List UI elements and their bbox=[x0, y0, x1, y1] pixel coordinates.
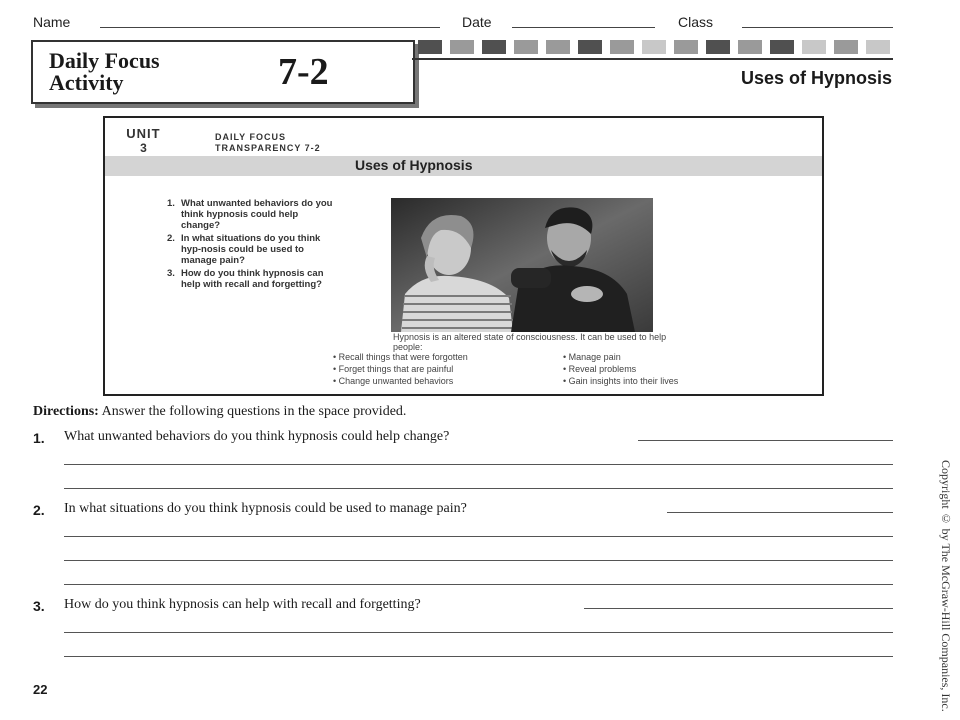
bullet-text: Forget things that are painful bbox=[338, 364, 454, 374]
date-label: Date bbox=[462, 14, 492, 30]
list-item: • Gain insights into their lives bbox=[563, 376, 679, 386]
answer-line[interactable] bbox=[584, 608, 893, 609]
transparency-label-line2: TRANSPARENCY 7-2 bbox=[215, 143, 321, 153]
question-text: How do you think hypnosis can help with recall and forgetting? bbox=[181, 268, 324, 290]
question-number: 2. bbox=[33, 502, 45, 518]
transparency-label bbox=[215, 132, 415, 154]
answer-line[interactable] bbox=[64, 656, 893, 657]
directions bbox=[33, 404, 406, 420]
copyright: Copyright © by The McGraw-Hill Companies, Inc. bbox=[939, 460, 953, 712]
transparency-panel bbox=[103, 116, 824, 396]
list-item bbox=[167, 268, 337, 290]
transparency-questions bbox=[167, 198, 337, 292]
activity-box bbox=[31, 40, 415, 104]
answer-line[interactable] bbox=[64, 560, 893, 561]
answer-line[interactable] bbox=[64, 632, 893, 633]
bullet-text: Recall things that were forgotten bbox=[338, 352, 468, 362]
question-number: 1. bbox=[33, 430, 45, 446]
bullet-text: Reveal problems bbox=[568, 364, 637, 374]
list-item bbox=[167, 198, 337, 231]
sheet-title: Uses of Hypnosis bbox=[740, 68, 892, 88]
photo-illustration bbox=[391, 198, 653, 332]
question-number: 1. bbox=[167, 198, 175, 209]
transparency-title: Uses of Hypnosis bbox=[355, 157, 473, 173]
answer-line[interactable] bbox=[667, 512, 893, 513]
class-field[interactable] bbox=[742, 27, 893, 28]
question-number: 2. bbox=[167, 233, 175, 244]
activity-number: 7-2 bbox=[278, 51, 329, 93]
bullet-text: Manage pain bbox=[568, 352, 621, 362]
directions-label: Directions: bbox=[33, 404, 99, 419]
list-item: • Manage pain bbox=[563, 352, 621, 362]
list-item: • Forget things that are painful bbox=[333, 364, 454, 374]
title-rule bbox=[412, 58, 893, 60]
bullet-text: Gain insights into their lives bbox=[568, 376, 679, 386]
name-label: Name bbox=[33, 14, 71, 30]
question-text: What unwanted behaviors do you think hypnosis could help change? bbox=[181, 198, 333, 231]
answer-line[interactable] bbox=[638, 440, 893, 441]
unit-number: 3 bbox=[140, 141, 147, 155]
answer-line[interactable] bbox=[64, 536, 893, 537]
answer-line[interactable] bbox=[64, 464, 893, 465]
bullet-text: Change unwanted behaviors bbox=[338, 376, 454, 386]
list-item: • Reveal problems bbox=[563, 364, 637, 374]
directions-text: Answer the following questions in the space provided. bbox=[101, 404, 407, 419]
unit-word: UNIT bbox=[126, 126, 161, 141]
transparency-label-line1: DAILY FOCUS bbox=[215, 132, 287, 142]
photo-caption: Hypnosis is an altered state of consciousness. It can be used to help people: bbox=[393, 332, 667, 352]
question-text: How do you think hypnosis can help with recall and forgetting? bbox=[64, 597, 421, 612]
hypnosis-photo bbox=[391, 198, 653, 332]
question-text: In what situations do you think hyp-nosis could be used to manage pain? bbox=[181, 233, 321, 266]
list-item: • Change unwanted behaviors bbox=[333, 376, 454, 386]
question-text: What unwanted behaviors do you think hypnosis could help change? bbox=[64, 429, 450, 444]
page-number: 22 bbox=[33, 682, 48, 697]
answer-line[interactable] bbox=[64, 488, 893, 489]
list-item bbox=[167, 233, 337, 266]
question-number: 3. bbox=[167, 268, 175, 279]
list-item: • Recall things that were forgotten bbox=[333, 352, 468, 362]
activity-label: Daily Focus Activity bbox=[49, 48, 160, 95]
question-text: In what situations do you think hypnosis could be used to manage pain? bbox=[64, 501, 467, 516]
answer-line[interactable] bbox=[64, 584, 893, 585]
name-field[interactable] bbox=[100, 27, 440, 28]
class-label: Class bbox=[678, 14, 714, 30]
question-number: 3. bbox=[33, 598, 45, 614]
date-field[interactable] bbox=[512, 27, 655, 28]
